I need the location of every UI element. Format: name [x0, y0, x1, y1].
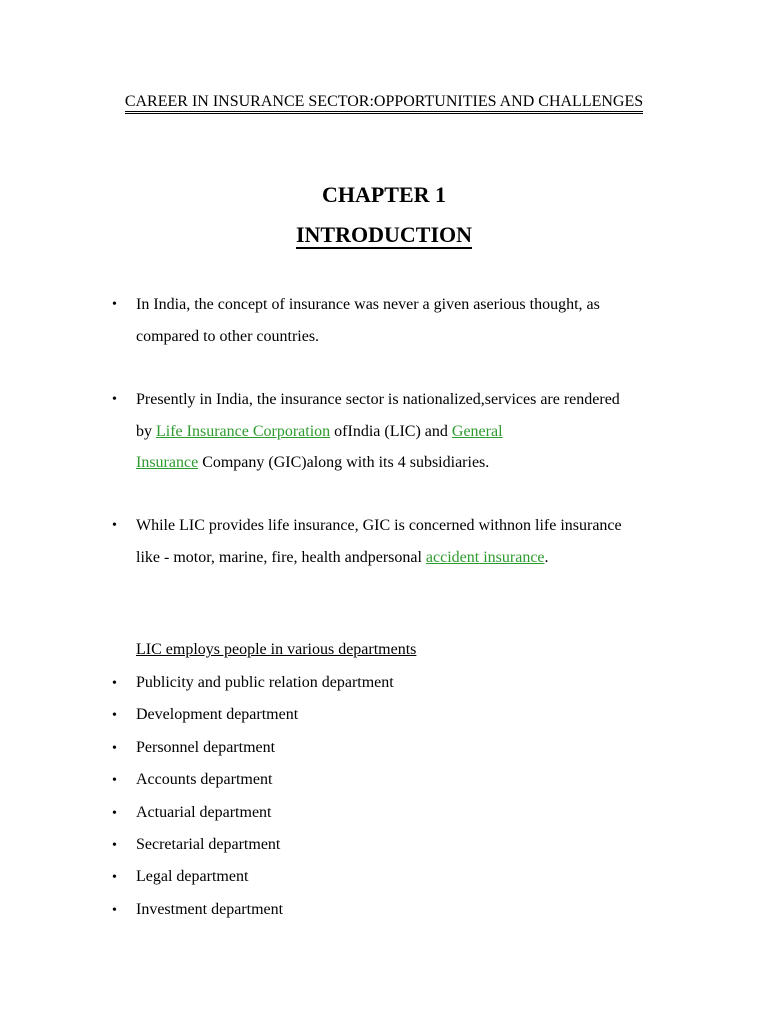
document-title-text: CAREER IN INSURANCE SECTOR:OPPORTUNITIES AND CHALLENGES	[125, 93, 643, 114]
department-item: Secretarial department	[136, 836, 281, 853]
paragraph-line: In India, the concept of insurance was never a given aserious thought, as	[136, 296, 600, 313]
paragraph-line: While LIC provides life insurance, GIC is concerned withnon life insurance	[136, 517, 622, 534]
paragraph-text: ofIndia (LIC) and	[330, 422, 452, 440]
paragraph-text: like - motor, marine, fire, health andpersonal	[136, 548, 426, 566]
department-item: Accounts department	[136, 771, 273, 788]
department-item: Investment department	[136, 901, 284, 918]
paragraph-line	[136, 447, 696, 479]
bullet-marker: •	[112, 297, 117, 312]
bullet-marker: •	[112, 676, 117, 691]
chapter-heading: CHAPTER 1	[321, 182, 447, 207]
department-item: Personnel department	[136, 739, 276, 756]
department-item: Actuarial department	[136, 804, 272, 821]
bullet-marker: •	[112, 773, 117, 788]
paragraph-line: Presently in India, the insurance sector is nationalized,services are rendered	[136, 391, 620, 408]
bullet-marker: •	[112, 838, 117, 853]
general-insurance-link-part2[interactable]: Insurance	[136, 454, 199, 471]
paragraph-line	[136, 416, 696, 448]
departments-heading: LIC employs people in various departments	[136, 641, 417, 658]
bullet-marker: •	[112, 518, 117, 533]
department-item: Publicity and public relation department	[136, 674, 394, 691]
section-heading	[0, 222, 768, 248]
bullet-marker: •	[112, 392, 117, 407]
bullet-marker: •	[112, 806, 117, 821]
bullet-marker: •	[112, 903, 117, 918]
intro-paragraph-3	[136, 510, 696, 573]
general-insurance-link-part1[interactable]: General	[451, 422, 503, 440]
intro-paragraph-2	[136, 384, 696, 479]
bullet-marker: •	[112, 708, 117, 723]
bullet-marker: •	[112, 870, 117, 885]
paragraph-text: by	[136, 422, 156, 440]
section-heading-text: INTRODUCTION	[295, 222, 473, 247]
department-item: Development department	[136, 706, 299, 723]
paragraph-text: Company (GIC)along with its 4 subsidiaries.	[198, 454, 490, 471]
paragraph-line	[136, 542, 696, 574]
document-title	[0, 93, 768, 111]
intro-paragraph-1	[136, 289, 696, 352]
bullet-marker: •	[112, 741, 117, 756]
accident-insurance-link[interactable]: accident insurance	[425, 548, 545, 566]
paragraph-text: .	[544, 548, 549, 566]
paragraph-line: compared to other countries.	[136, 327, 320, 345]
department-item: Legal department	[136, 868, 249, 885]
life-insurance-corporation-link[interactable]: Life Insurance Corporation	[156, 422, 331, 440]
